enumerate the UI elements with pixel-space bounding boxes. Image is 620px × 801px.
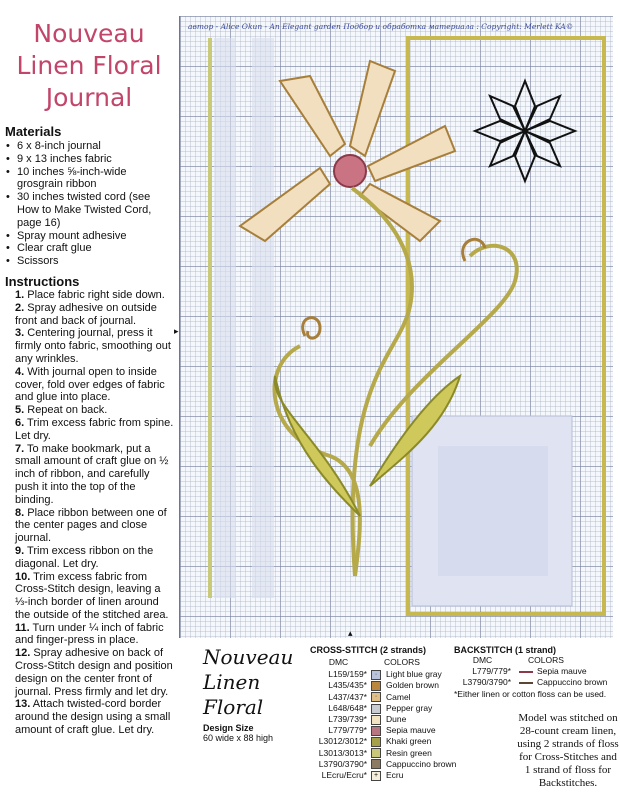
key-columns bbox=[454, 655, 607, 666]
model-note-line: using 2 strands of floss bbox=[517, 738, 619, 750]
key-row bbox=[310, 669, 456, 680]
key-title-line: Nouveau bbox=[203, 645, 294, 669]
border-band-inner bbox=[252, 38, 274, 598]
model-note-line: Backstitches. bbox=[538, 777, 598, 789]
cross-stitch-key bbox=[310, 645, 456, 781]
color-name: Dune bbox=[386, 713, 407, 724]
material-item: • 30 inches twisted cord (see How to Make Twisted Cord, page 16) bbox=[5, 191, 175, 229]
dmc-code: L437/437* bbox=[328, 691, 367, 702]
border-band-left bbox=[214, 38, 236, 598]
petal bbox=[280, 76, 345, 156]
instruction-step bbox=[5, 507, 175, 545]
model-note-line: for Cross-Stitches and bbox=[519, 751, 617, 763]
step-number: 7. bbox=[15, 442, 25, 455]
material-item: • 6 x 8-inch journal bbox=[5, 140, 175, 153]
material-item: • Scissors bbox=[5, 255, 175, 268]
color-name: Khaki green bbox=[386, 736, 432, 747]
step-number: 3. bbox=[15, 327, 25, 340]
petal bbox=[368, 126, 455, 181]
material-item: • 10 inches ⅝-inch-wide grosgrain ribbon bbox=[5, 166, 175, 192]
materials-heading: Materials bbox=[5, 124, 62, 139]
left-leaf bbox=[275, 376, 360, 516]
dmc-code: L159/159* bbox=[328, 669, 367, 680]
cross-stitch-chart bbox=[174, 16, 613, 638]
step-text: Attach twisted-cord border around the design using a small amount of craft glue. Let dry. bbox=[15, 698, 171, 737]
center-arrow-icon: ▴ bbox=[348, 628, 353, 638]
step-number: 8. bbox=[15, 506, 25, 519]
dmc-code: L739/739* bbox=[328, 713, 367, 724]
step-number: 6. bbox=[15, 416, 25, 429]
dmc-code: L779/779* bbox=[472, 666, 511, 677]
key-columns bbox=[310, 657, 456, 668]
col-colors: COLORS bbox=[384, 657, 420, 667]
instruction-step bbox=[5, 417, 175, 443]
model-note-line: Model was stitched on bbox=[518, 712, 618, 724]
material-item: • Clear craft glue bbox=[5, 242, 175, 255]
design-size bbox=[203, 723, 273, 743]
petal bbox=[350, 61, 395, 156]
model-note-line: 1 strand of floss for bbox=[524, 764, 612, 776]
step-text: Place fabric right side down. bbox=[27, 288, 165, 301]
step-text: Spray adhesive on back of Cross-Stitch design and position design on the center front of journal. Press firmly and let dry. bbox=[15, 647, 173, 698]
color-swatch-icon bbox=[371, 748, 381, 758]
title-line: Nouveau bbox=[33, 19, 145, 48]
step-number: 10. bbox=[15, 570, 31, 583]
cross-stitch-heading: CROSS-STITCH (2 strands) bbox=[310, 645, 427, 655]
dmc-code: L3013/3013* bbox=[318, 747, 367, 758]
material-item: • 9 x 13 inches fabric bbox=[5, 153, 175, 166]
dmc-code: L648/648* bbox=[328, 702, 367, 713]
step-text: Place ribbon between one of the center pages and close journal. bbox=[15, 506, 167, 545]
step-text: Trim excess fabric from spine. Let dry. bbox=[15, 416, 174, 442]
backstitch-rows bbox=[454, 666, 607, 688]
instruction-step bbox=[5, 302, 175, 328]
color-name: Ecru bbox=[386, 769, 404, 780]
chart-artwork bbox=[180, 16, 613, 638]
key-row bbox=[310, 692, 456, 703]
key-title bbox=[203, 645, 293, 720]
key-title-line: Floral bbox=[203, 695, 264, 719]
step-text: Centering journal, press it firmly onto fabric, smoothing out any wrinkles. bbox=[15, 327, 171, 365]
color-name: Golden brown bbox=[386, 680, 439, 691]
color-name: Sepia mauve bbox=[386, 725, 436, 736]
color-name: Resin green bbox=[386, 747, 432, 758]
key-row bbox=[310, 714, 456, 725]
key-row bbox=[454, 666, 607, 677]
step-number: 12. bbox=[15, 647, 31, 660]
stitch-line-icon bbox=[519, 671, 533, 673]
petal bbox=[360, 184, 440, 241]
model-note bbox=[516, 712, 620, 790]
step-text: Spray adhesive on outside front and back of journal. bbox=[15, 301, 157, 327]
instructions-column bbox=[5, 124, 175, 737]
instruction-step bbox=[5, 647, 175, 698]
flower-center bbox=[334, 155, 366, 187]
color-swatch-icon: · bbox=[371, 692, 381, 702]
material-item: • Spray mount adhesive bbox=[5, 230, 175, 243]
color-name: Light blue gray bbox=[386, 669, 442, 680]
step-number: 11. bbox=[15, 621, 30, 634]
step-text: To make bookmark, put a small amount of craft glue on ½ inch of ribbon, and carefully push it into the top of the binding. bbox=[15, 442, 169, 506]
dmc-code: L3790/3790* bbox=[462, 677, 511, 688]
design-size-value: 60 wide x 88 high bbox=[203, 733, 274, 743]
dmc-code: LEcru/Ecru* bbox=[321, 769, 367, 780]
instruction-step bbox=[5, 622, 175, 648]
color-swatch-icon bbox=[371, 759, 381, 769]
key-row bbox=[310, 680, 456, 691]
dmc-code: L779/779* bbox=[328, 725, 367, 736]
step-text: Trim excess ribbon on the diagonal. Let dry. bbox=[15, 544, 154, 570]
title-line: Linen Floral bbox=[16, 51, 162, 80]
snowflake-motif bbox=[475, 81, 575, 181]
step-text: With journal open to inside cover, fold over edges of fabric and glue into place. bbox=[15, 365, 165, 404]
color-swatch-icon bbox=[371, 726, 381, 736]
color-name: Camel bbox=[386, 691, 411, 702]
instructions-heading: Instructions bbox=[5, 273, 80, 289]
instruction-step bbox=[5, 698, 175, 736]
color-swatch-icon bbox=[371, 737, 381, 747]
color-swatch-icon: · bbox=[371, 670, 381, 680]
step-number: 9. bbox=[15, 544, 25, 557]
color-swatch-icon: + bbox=[371, 771, 381, 781]
key-row bbox=[310, 725, 456, 736]
color-name: Cappuccino brown bbox=[537, 677, 608, 688]
step-text: Repeat on back. bbox=[27, 404, 108, 417]
step-number: 13. bbox=[15, 698, 31, 711]
floss-note: *Either linen or cotton floss can be used. bbox=[454, 688, 607, 699]
instruction-step bbox=[5, 571, 175, 622]
color-swatch-icon bbox=[371, 704, 381, 714]
instruction-step bbox=[5, 289, 175, 302]
color-name: Pepper gray bbox=[386, 702, 433, 713]
credit-line: автор - Alice Okun - An Elegant garden Подбор и обработка материала : Copyright: Merlett KA© bbox=[188, 22, 574, 31]
backstitch-key bbox=[454, 645, 607, 700]
instruction-step bbox=[5, 404, 175, 417]
design-size-label: Design Size bbox=[203, 723, 254, 733]
title-line: Journal bbox=[45, 83, 133, 112]
color-name: Cappuccino brown bbox=[386, 758, 457, 769]
key-title-line: Linen bbox=[203, 670, 261, 694]
col-dmc: DMC bbox=[472, 655, 493, 665]
step-text: Turn under ¼ inch of fabric and finger-press in place. bbox=[15, 621, 164, 647]
step-number: 5. bbox=[15, 404, 25, 417]
step-number: 1. bbox=[15, 288, 25, 301]
instruction-step bbox=[5, 443, 175, 507]
key-row bbox=[310, 748, 456, 759]
border-line bbox=[208, 38, 212, 598]
key-row bbox=[310, 759, 456, 770]
instruction-step bbox=[5, 545, 175, 571]
instruction-step bbox=[5, 366, 175, 404]
key-row bbox=[310, 703, 456, 714]
col-colors: COLORS bbox=[528, 655, 564, 665]
key-row bbox=[454, 677, 607, 688]
dmc-code: L3790/3790* bbox=[318, 758, 367, 769]
color-swatch-icon bbox=[371, 681, 381, 691]
dmc-code: L3012/3012* bbox=[318, 736, 367, 747]
cross-stitch-rows bbox=[310, 669, 456, 781]
col-dmc: DMC bbox=[328, 657, 349, 667]
dmc-code: L435/435* bbox=[328, 680, 367, 691]
stitch-line-icon bbox=[519, 682, 533, 684]
color-swatch-icon bbox=[371, 715, 381, 725]
instruction-step bbox=[5, 327, 175, 365]
lattice-inner bbox=[438, 446, 548, 576]
step-text: Trim excess fabric from Cross-Stitch design, leaving a ⅓-inch border of linen around the outside of the stitched area. bbox=[15, 570, 169, 621]
center-arrow-icon: ▸ bbox=[174, 326, 179, 336]
key-row bbox=[310, 736, 456, 747]
steps-list bbox=[5, 289, 175, 737]
color-name: Sepia mauve bbox=[537, 666, 587, 677]
materials-list bbox=[5, 140, 175, 268]
backstitch-heading: BACKSTITCH (1 strand) bbox=[454, 645, 557, 655]
key-row bbox=[310, 770, 456, 781]
model-note-line: 28-count cream linen, bbox=[519, 725, 617, 737]
page-title bbox=[14, 18, 164, 114]
step-number: 2. bbox=[15, 301, 25, 314]
curl bbox=[303, 318, 320, 338]
step-number: 4. bbox=[15, 365, 25, 378]
